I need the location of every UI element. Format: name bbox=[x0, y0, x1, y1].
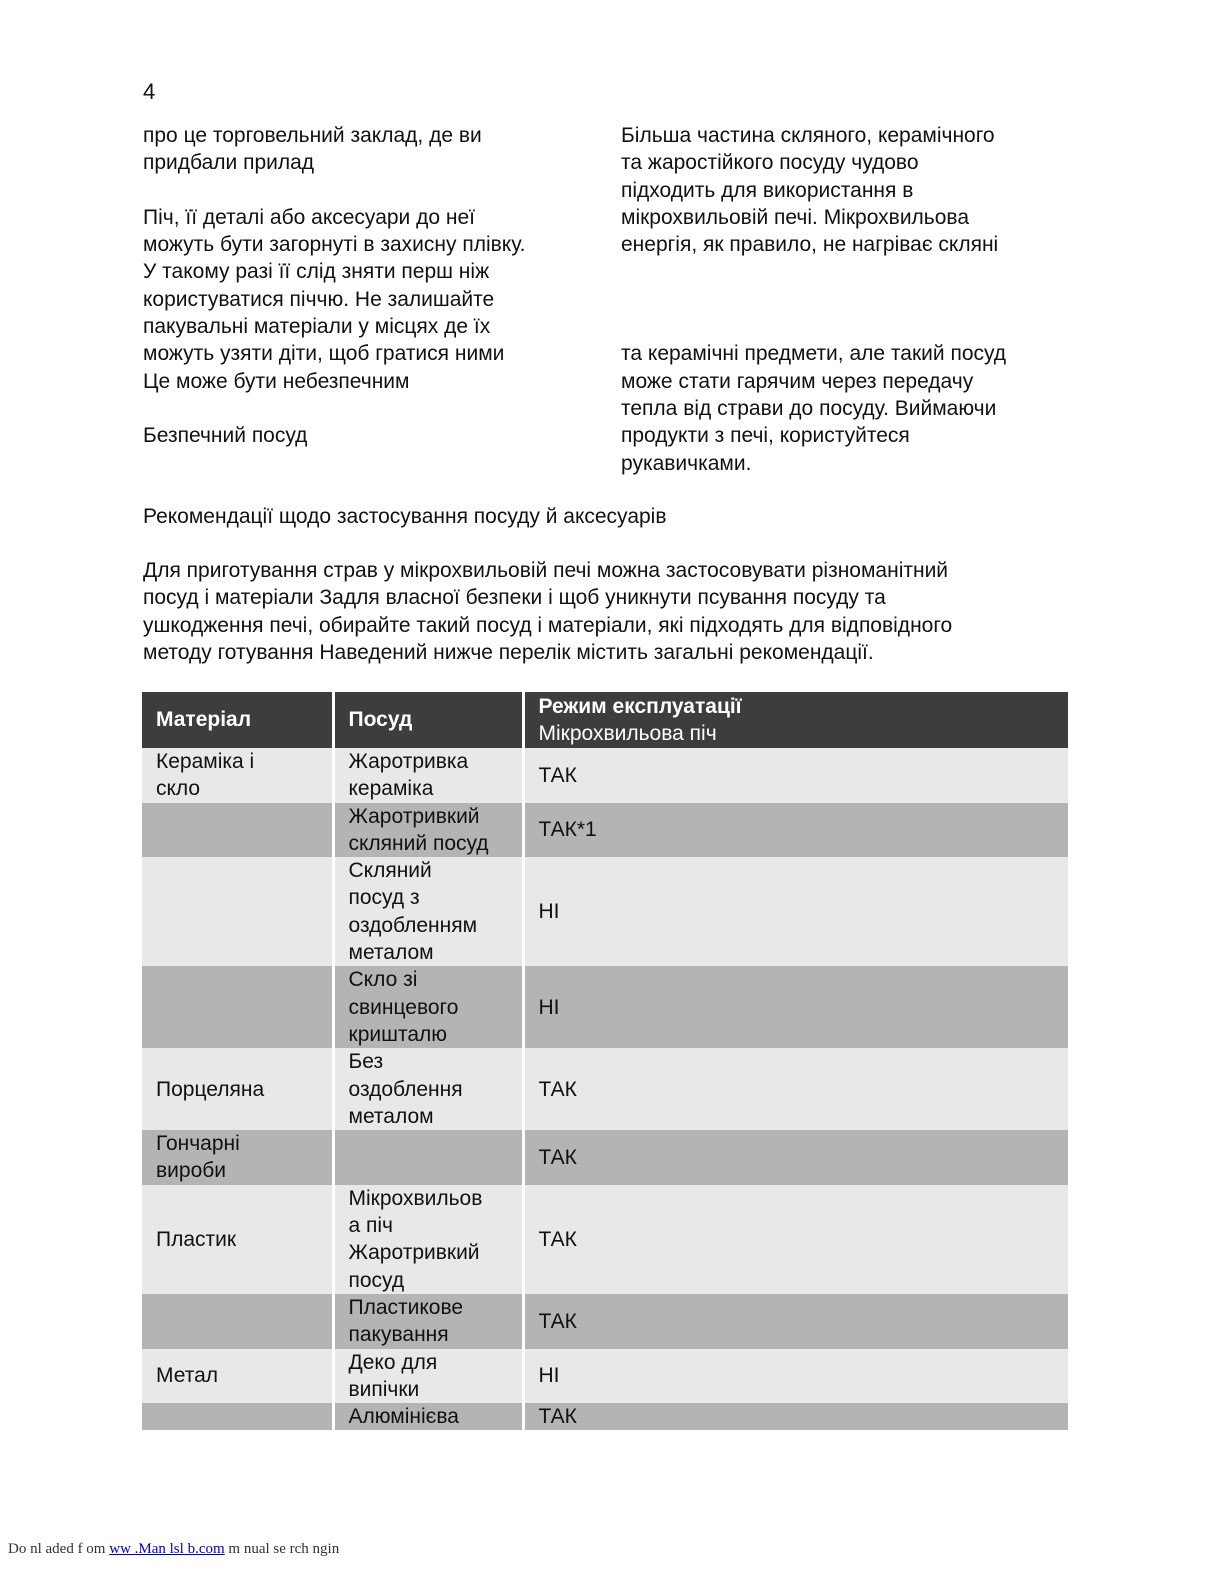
mode-value: НІ bbox=[538, 900, 560, 924]
blank-line bbox=[621, 313, 1081, 340]
mode-value: ТАК bbox=[538, 763, 577, 787]
material-cell bbox=[142, 803, 333, 858]
material-cell bbox=[142, 966, 333, 1048]
mode-cell bbox=[523, 1048, 1068, 1130]
cookware-line: металом bbox=[348, 941, 434, 965]
text-line: продукти з печі, користуйтеся bbox=[621, 424, 910, 448]
cookware-line: а піч bbox=[348, 1214, 393, 1238]
text-line: може стати гарячим через передачу bbox=[621, 369, 974, 393]
mode-value: ТАК bbox=[538, 1145, 577, 1169]
mode-cell bbox=[523, 857, 1068, 966]
material-line: Кераміка і bbox=[156, 750, 255, 773]
text-line: та керамічні предмети, але такий посуд bbox=[621, 342, 1007, 366]
material-line: Метал bbox=[156, 1364, 219, 1388]
material-cell bbox=[142, 857, 333, 966]
blank-line bbox=[143, 177, 593, 204]
table-row bbox=[142, 803, 1068, 858]
cookware-line: металом bbox=[348, 1104, 434, 1128]
intro-line: ушкодження печі, обирайте такий посуд і матеріали, які підходять для відповідного bbox=[143, 613, 953, 637]
cookware-line: Скло зі bbox=[348, 968, 418, 992]
material-cell bbox=[142, 1403, 333, 1430]
mode-cell bbox=[523, 748, 1068, 803]
text-line: про це торговельний заклад, де ви bbox=[143, 124, 482, 147]
mode-cell bbox=[523, 1294, 1068, 1349]
cookware-line: свинцевого bbox=[348, 995, 459, 1019]
cookware-cell bbox=[333, 803, 523, 858]
material-cell bbox=[142, 1185, 333, 1294]
cookware-line: Алюмінієва bbox=[348, 1405, 459, 1429]
cookware-cell bbox=[333, 1048, 523, 1130]
section-title-safe-cookware: Безпечний посуд bbox=[143, 424, 308, 448]
text-line: Піч, її деталі або аксесуари до неї bbox=[143, 205, 475, 229]
cookware-cell bbox=[333, 1294, 523, 1349]
intro-line: посуд і матеріали Задля власної безпеки і щоб уникнути псування посуду та bbox=[143, 586, 886, 610]
header-mode-title: Режим експлуатації bbox=[538, 694, 742, 718]
header-cookware: Посуд bbox=[333, 692, 523, 748]
table-row bbox=[142, 1185, 1068, 1294]
material-cell bbox=[142, 1294, 333, 1349]
page-number: 4 bbox=[143, 79, 156, 104]
cookware-line: Мікрохвильов bbox=[348, 1186, 483, 1210]
mode-value: ТАК bbox=[538, 1309, 577, 1333]
material-line: Порцеляна bbox=[156, 1077, 265, 1101]
table-header-row bbox=[142, 692, 1068, 748]
mode-value: НІ bbox=[538, 1364, 560, 1388]
cookware-line: кераміка bbox=[348, 777, 434, 801]
header-mode-subtitle: Мікрохвильова піч bbox=[538, 722, 717, 745]
cookware-cell bbox=[333, 748, 523, 803]
mode-cell bbox=[523, 1130, 1068, 1185]
empty-cell-line bbox=[156, 816, 332, 843]
intro-line: Для приготування страв у мікрохвильовій печі можна застосовувати різноманітний bbox=[143, 559, 949, 582]
mode-value: НІ bbox=[538, 995, 560, 1019]
cookware-line: посуд з bbox=[348, 886, 420, 910]
material-cell bbox=[142, 748, 333, 803]
cookware-line: Жаротривкий bbox=[348, 1241, 480, 1265]
table-row bbox=[142, 1403, 1068, 1430]
cookware-line: Жаротривка bbox=[348, 750, 469, 773]
cookware-line: пакування bbox=[348, 1323, 449, 1347]
cookware-cell bbox=[333, 1349, 523, 1404]
cookware-line: кришталю bbox=[348, 1022, 448, 1046]
cookware-cell bbox=[333, 1130, 523, 1185]
material-cell bbox=[142, 1349, 333, 1404]
table-row bbox=[142, 748, 1068, 803]
download-footer bbox=[8, 1541, 339, 1558]
mode-value: ТАК*1 bbox=[538, 818, 597, 842]
text-line: мікрохвильовій печі. Мікрохвильова bbox=[621, 205, 970, 229]
material-line: скло bbox=[156, 777, 201, 801]
cookware-line: Без bbox=[348, 1050, 384, 1074]
text-line: пакувальні матеріали у місцях де їх bbox=[143, 315, 491, 339]
table-body bbox=[142, 748, 1068, 1430]
cookware-cell bbox=[333, 857, 523, 966]
material-line: Гончарні bbox=[156, 1132, 240, 1156]
cookware-table bbox=[142, 692, 1068, 1430]
left-text-column bbox=[143, 122, 593, 450]
cookware-cell bbox=[333, 1403, 523, 1430]
material-line: Пластик bbox=[156, 1227, 237, 1251]
table-row bbox=[142, 966, 1068, 1048]
cookware-line: Скляний bbox=[348, 859, 432, 883]
text-line: тепла від страви до посуду. Виймаючи bbox=[621, 396, 997, 420]
mode-value: ТАК bbox=[538, 1077, 577, 1101]
header-mode bbox=[523, 692, 1068, 748]
footer-suffix: m nual se rch ngin bbox=[224, 1541, 340, 1557]
text-line: У такому разі її слід зняти перш ніж bbox=[143, 260, 490, 284]
text-line: придбали прилад bbox=[143, 151, 315, 175]
table-row bbox=[142, 857, 1068, 966]
mode-value: ТАК bbox=[538, 1405, 577, 1429]
mode-value: ТАК bbox=[538, 1227, 577, 1251]
blank-line bbox=[143, 395, 593, 422]
mode-cell bbox=[523, 803, 1068, 858]
text-line: можуть бути загорнуті в захисну плівку. bbox=[143, 233, 526, 257]
text-line: енергія, як правило, не нагріває скляні bbox=[621, 233, 999, 257]
empty-cell-line bbox=[156, 898, 332, 925]
table-row bbox=[142, 1048, 1068, 1130]
cookware-line: Жаротривкий bbox=[348, 804, 480, 828]
material-cell bbox=[142, 1130, 333, 1185]
material-cell bbox=[142, 1048, 333, 1130]
text-line: рукавичками. bbox=[621, 451, 752, 475]
right-text-column bbox=[621, 122, 1081, 477]
text-line: підходить для використання в bbox=[621, 178, 914, 202]
table-row bbox=[142, 1130, 1068, 1185]
mode-cell bbox=[523, 1185, 1068, 1294]
text-line: можуть узяти діти, щоб гратися ними bbox=[143, 342, 505, 366]
cookware-cell bbox=[333, 966, 523, 1048]
table-row bbox=[142, 1349, 1068, 1404]
cookware-cell bbox=[333, 1185, 523, 1294]
blank-line bbox=[621, 258, 1081, 285]
empty-cell-line bbox=[349, 1144, 522, 1171]
table-row bbox=[142, 1294, 1068, 1349]
text-line: Більша частина скляного, керамічного bbox=[621, 124, 995, 147]
mode-cell bbox=[523, 1349, 1068, 1404]
empty-cell-line bbox=[156, 994, 332, 1021]
footer-prefix: Do nl aded f om bbox=[8, 1541, 110, 1557]
empty-cell-line bbox=[156, 1308, 332, 1335]
intro-paragraph bbox=[143, 557, 1083, 666]
cookware-line: Пластикове bbox=[348, 1295, 464, 1319]
text-line: користуватися піччю. Не залишайте bbox=[143, 287, 495, 311]
cookware-line: оздоблення bbox=[348, 1077, 463, 1101]
text-line: та жаростійкого посуду чудово bbox=[621, 151, 919, 175]
cookware-line: оздобленням bbox=[348, 913, 478, 937]
empty-cell-line bbox=[156, 1403, 332, 1430]
material-line: вироби bbox=[156, 1159, 227, 1183]
cookware-line: скляний посуд bbox=[348, 831, 489, 855]
mode-cell bbox=[523, 966, 1068, 1048]
intro-line: методу готування Наведений нижче перелік містить загальні рекомендації. bbox=[143, 640, 874, 664]
footer-link[interactable]: ww .Man lsl b.com bbox=[109, 1541, 225, 1557]
cookware-line: посуд bbox=[348, 1268, 405, 1292]
header-material: Матеріал bbox=[142, 692, 333, 748]
recommendations-heading: Рекомендації щодо застосування посуду й аксесуарів bbox=[143, 505, 667, 528]
mode-cell bbox=[523, 1403, 1068, 1430]
cookware-line: випічки bbox=[348, 1377, 420, 1401]
cookware-line: Деко для bbox=[348, 1350, 438, 1374]
text-line: Це може бути небезпечним bbox=[143, 369, 410, 393]
blank-line bbox=[621, 286, 1081, 313]
